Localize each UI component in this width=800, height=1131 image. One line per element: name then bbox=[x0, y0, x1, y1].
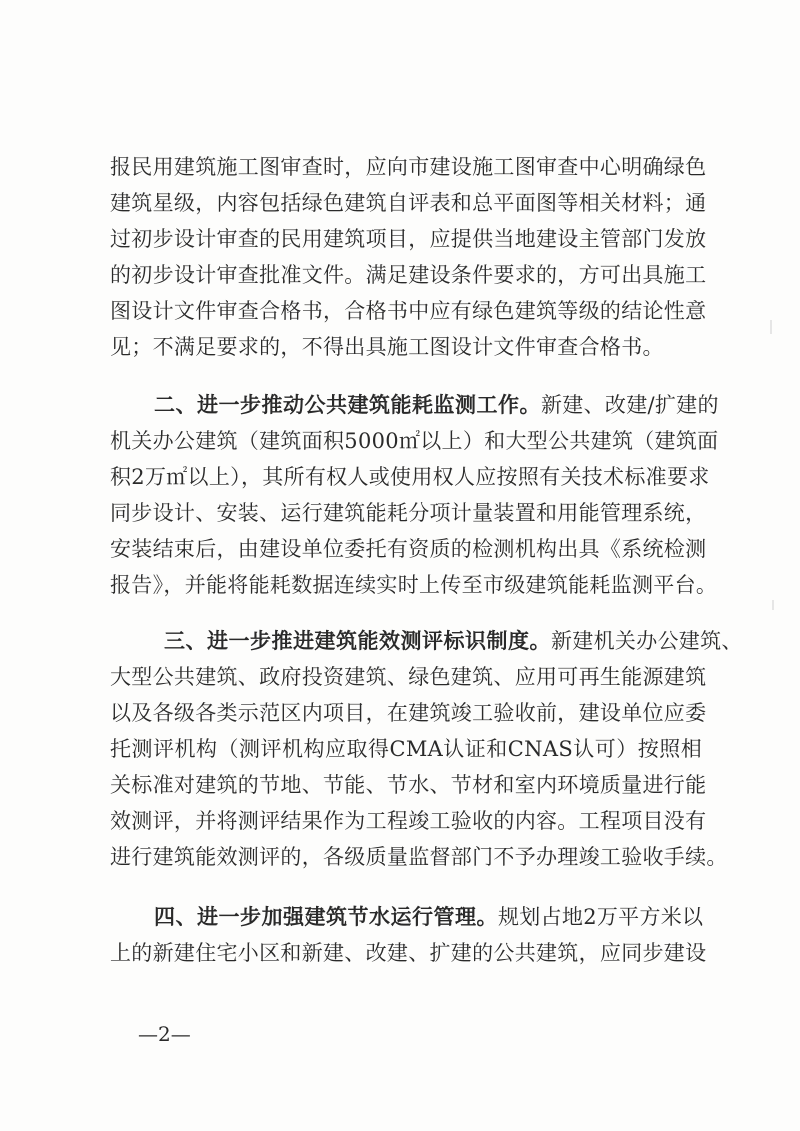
paragraph-line: 关标准对建筑的节地、节能、节水、节材和室内环境质量进行能 bbox=[110, 773, 707, 797]
paragraph-line: 效测评，并将测评结果作为工程竣工验收的内容。工程项目没有 bbox=[110, 809, 707, 833]
section-2-heading: 二、进一步推动公共建筑能耗监测工作。 bbox=[154, 393, 541, 417]
page-number: —2— bbox=[138, 1022, 191, 1046]
scan-edge-mark bbox=[772, 600, 774, 610]
paragraph-line: 积2万㎡以上），其所有权人或使用权人应按照有关技术标准要求 bbox=[110, 465, 710, 489]
paragraph-line: 报告》，并能将能耗数据连续实时上传至市级建筑能耗监测平台。 bbox=[110, 573, 718, 597]
section-4-first-line bbox=[154, 900, 702, 934]
paragraph-line: 图设计文件审查合格书，合格书中应有绿色建筑等级的结论性意 bbox=[110, 299, 707, 323]
paragraph-line: 见；不满足要求的，不得出具施工图设计文件审查合格书。 bbox=[110, 335, 664, 359]
paragraph-line: 过初步设计审查的民用建筑项目，应提供当地建设主管部门发放 bbox=[110, 227, 707, 251]
section-2-first-line bbox=[154, 388, 719, 422]
section-4-first-rest: 规划占地2万平方米以 bbox=[498, 905, 704, 929]
section-3-first-line bbox=[164, 624, 743, 658]
paragraph-line: 大型公共建筑、政府投资建筑、绿色建筑、应用可再生能源建筑 bbox=[110, 665, 707, 689]
scan-edge-mark bbox=[770, 320, 772, 334]
paragraph-line: 报民用建筑施工图审查时，应向市建设施工图审查中心明确绿色 bbox=[110, 155, 707, 179]
section-3-first-rest: 新建机关办公建筑、 bbox=[551, 629, 743, 653]
section-4-heading: 四、进一步加强建筑节水运行管理。 bbox=[154, 905, 498, 929]
paragraph-line: 以及各级各类示范区内项目，在建筑竣工验收前，建设单位应委 bbox=[110, 701, 707, 725]
section-3-heading: 三、进一步推进建筑能效测评标识制度。 bbox=[164, 629, 551, 653]
paragraph-line: 安装结束后，由建设单位委托有资质的检测机构出具《系统检测 bbox=[110, 537, 707, 561]
paragraph-line: 进行建筑能效测评的，各级质量监督部门不予办理竣工验收手续。 bbox=[110, 845, 728, 869]
paragraph-line: 同步设计、安装、运行建筑能耗分项计量装置和用能管理系统， bbox=[110, 501, 707, 525]
paragraph-line: 的初步设计审查批准文件。满足建设条件要求的，方可出具施工 bbox=[110, 263, 707, 287]
paragraph-line: 建筑星级，内容包括绿色建筑自评表和总平面图等相关材料；通 bbox=[110, 191, 707, 215]
paragraph-line: 机关办公建筑（建筑面积5000㎡以上）和大型公共建筑（建筑面 bbox=[110, 429, 719, 453]
paragraph-line: 托测评机构（测评机构应取得CMA认证和CNAS认可）按照相 bbox=[110, 737, 702, 761]
paragraph-line: 上的新建住宅小区和新建、改建、扩建的公共建筑，应同步建设 bbox=[110, 941, 707, 965]
section-2-first-rest: 新建、改建/扩建的 bbox=[541, 393, 719, 417]
